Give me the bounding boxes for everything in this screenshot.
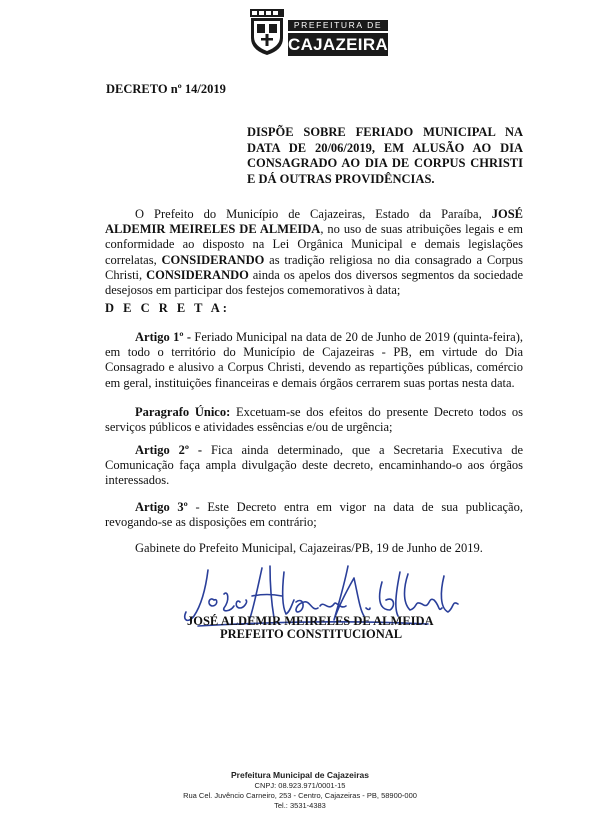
paragrafo-unico-label: Paragrafo Único: — [135, 405, 231, 419]
decreta-heading: D E C R E T A: — [105, 301, 230, 315]
signatory-name: JOSÉ ALDEMIR MEIRELES DE ALMEIDA — [187, 614, 434, 628]
artigo-1 — [105, 330, 523, 391]
footer-phone: Tel.: 3531-4383 — [274, 801, 326, 810]
considerando-2: CONSIDERANDO — [146, 267, 249, 282]
artigo-1-label: Artigo 1º - — [135, 330, 192, 344]
artigo-3-text: - Este Decreto entra em vigor na data de sua publicação, revogando-se as disposições em contrário; — [105, 500, 523, 530]
mayor-name: JOSÉ ALDEMIR MEIRELES DE ALMEIDA — [105, 207, 523, 237]
artigo-3-label: Artigo 3º — [135, 500, 188, 514]
decree-ementa: DISPÕE SOBRE FERIADO MUNICIPAL NA DATA DE 20/06/2019, EM ALUSÃO AO DIA CONSAGRADO AO DIA DE CORPUS CHRISTI E DÁ OUTRAS PROVIDÊNCIAS. — [247, 125, 523, 186]
artigo-2 — [105, 443, 523, 489]
closing-text: Gabinete do Prefeito Municipal, Cajazeiras/PB, 19 de Junho de 2019. — [135, 541, 483, 555]
paragrafo-unico-text: Excetuam-se dos efeitos do presente Decreto todos os serviços públicos e atividades essências e/ou de urgência; — [105, 405, 524, 435]
footer-cnpj: CNPJ: 08.923.971/0001-15 — [254, 781, 346, 790]
artigo-1-text: Feriado Municipal na data de 20 de Junho de 2019 (quinta-feira), em todo o território do Município de Cajazeiras - PB, em virtude do Dia Consagrado e alusivo a Corpus Christi, devendo as repartições públicas, comércio em geral, instituições financeiras e demais órgãos cerrarem suas portas nesta data. — [105, 330, 523, 390]
artigo-2-text: Fica ainda determinado, que a Secretaria Executiva de Comunicação faça ampla divulgação deste decreto, encaminhando-o aos órgãos interessados. — [105, 443, 523, 488]
paragrafo-unico — [105, 405, 523, 435]
intro-text-4: ainda os apelos dos diversos segmentos da sociedade desejosos em participar dos festejos comemorativos à data; — [105, 267, 523, 298]
considerando-1: CONSIDERANDO — [161, 252, 265, 267]
intro-text-3: as tradição religiosa no dia consagrado a Corpus Christi, — [105, 252, 524, 282]
intro-text-1: O Prefeito do Município de Cajazeiras, Estado da Paraíba, — [135, 207, 492, 221]
logo-top-text: PREFEITURA DE — [288, 20, 388, 31]
closing-line — [105, 541, 523, 556]
decree-number: DECRETO nº 14/2019 — [106, 82, 226, 96]
intro-text-2: , no uso de suas atribuições legais e em conformidade ao disposto na Lei Orgânica Municipal e demais legislações correlatas, — [105, 222, 523, 267]
footer-address: Rua Cel. Juvêncio Carneiro, 253 - Centro, Cajazeiras - PB, 58900-000 — [183, 791, 417, 800]
prefeitura-logo — [248, 8, 400, 58]
artigo-2-label: Artigo 2º - — [135, 443, 203, 457]
artigo-3 — [105, 500, 523, 530]
city-crest-icon — [248, 8, 286, 56]
intro-paragraph — [105, 207, 523, 298]
page-footer — [150, 770, 450, 811]
footer-title: Prefeitura Municipal de Cajazeiras — [231, 770, 369, 780]
signatory-role: PREFEITO CONSTITUCIONAL — [220, 627, 403, 641]
logo-bottom-text: CAJAZEIRAS — [288, 35, 400, 54]
